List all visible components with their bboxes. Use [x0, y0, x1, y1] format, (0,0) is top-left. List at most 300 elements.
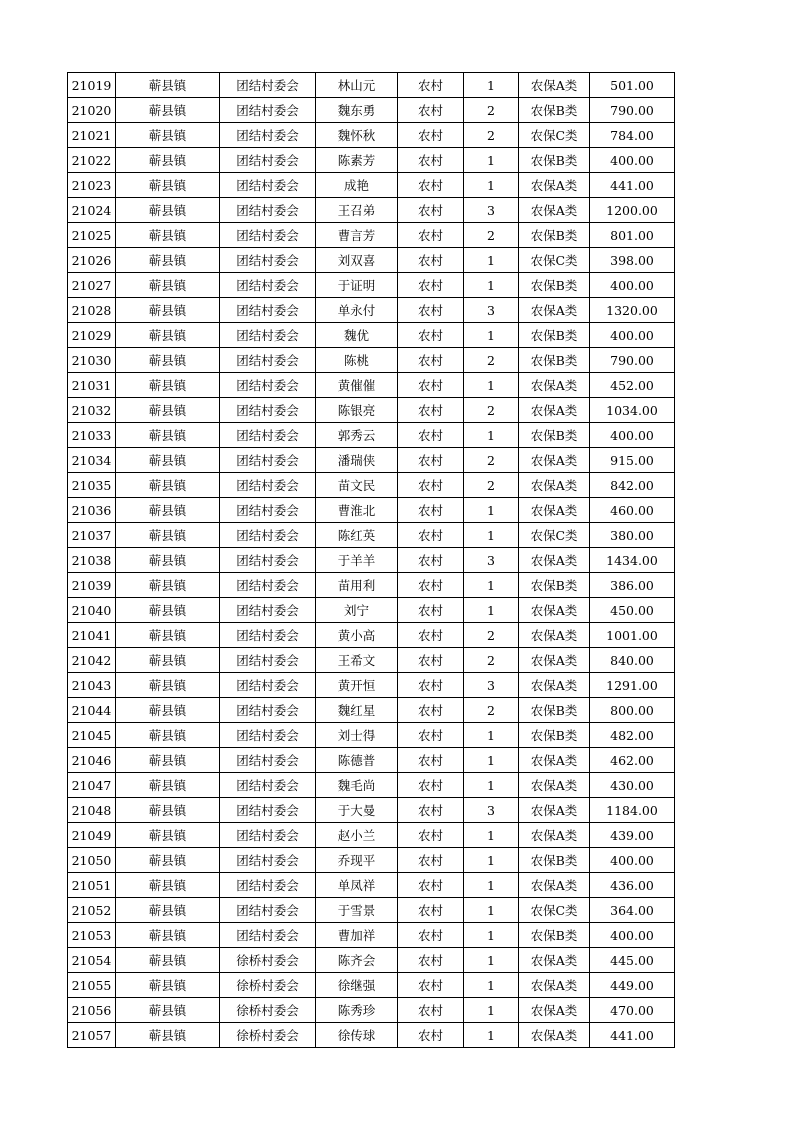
cell-amount: 436.00 — [590, 873, 675, 898]
cell-committee: 团结村委会 — [220, 148, 316, 173]
cell-amount: 482.00 — [590, 723, 675, 748]
cell-category: 农保A类 — [519, 73, 590, 98]
cell-committee: 团结村委会 — [220, 423, 316, 448]
cell-id: 21023 — [68, 173, 116, 198]
cell-area: 农村 — [398, 198, 464, 223]
cell-committee: 团结村委会 — [220, 498, 316, 523]
cell-area: 农村 — [398, 273, 464, 298]
cell-area: 农村 — [398, 148, 464, 173]
table-row — [68, 773, 675, 798]
cell-count: 1 — [464, 823, 519, 848]
cell-amount: 784.00 — [590, 123, 675, 148]
cell-name: 刘宁 — [316, 598, 398, 623]
cell-name: 于证明 — [316, 273, 398, 298]
cell-category: 农保A类 — [519, 748, 590, 773]
cell-count: 2 — [464, 473, 519, 498]
cell-amount: 364.00 — [590, 898, 675, 923]
cell-area: 农村 — [398, 798, 464, 823]
cell-committee: 团结村委会 — [220, 573, 316, 598]
cell-town: 蕲县镇 — [116, 1023, 220, 1048]
cell-count: 1 — [464, 273, 519, 298]
cell-town: 蕲县镇 — [116, 73, 220, 98]
cell-count: 2 — [464, 398, 519, 423]
cell-count: 1 — [464, 773, 519, 798]
cell-name: 黄开恒 — [316, 673, 398, 698]
table-row — [68, 973, 675, 998]
table-row — [68, 148, 675, 173]
cell-name: 单凤祥 — [316, 873, 398, 898]
cell-category: 农保A类 — [519, 948, 590, 973]
cell-category: 农保A类 — [519, 173, 590, 198]
cell-town: 蕲县镇 — [116, 373, 220, 398]
cell-town: 蕲县镇 — [116, 823, 220, 848]
cell-category: 农保A类 — [519, 623, 590, 648]
cell-town: 蕲县镇 — [116, 598, 220, 623]
cell-count: 2 — [464, 698, 519, 723]
table-row — [68, 898, 675, 923]
cell-area: 农村 — [398, 423, 464, 448]
cell-id: 21055 — [68, 973, 116, 998]
cell-amount: 915.00 — [590, 448, 675, 473]
cell-count: 1 — [464, 73, 519, 98]
table-row — [68, 698, 675, 723]
cell-area: 农村 — [398, 223, 464, 248]
cell-committee: 团结村委会 — [220, 773, 316, 798]
cell-amount: 400.00 — [590, 273, 675, 298]
cell-town: 蕲县镇 — [116, 323, 220, 348]
cell-area: 农村 — [398, 773, 464, 798]
cell-area: 农村 — [398, 523, 464, 548]
cell-area: 农村 — [398, 248, 464, 273]
cell-area: 农村 — [398, 998, 464, 1023]
cell-category: 农保A类 — [519, 673, 590, 698]
cell-town: 蕲县镇 — [116, 548, 220, 573]
table-row — [68, 573, 675, 598]
cell-amount: 445.00 — [590, 948, 675, 973]
table-row — [68, 748, 675, 773]
cell-amount: 1434.00 — [590, 548, 675, 573]
cell-id: 21042 — [68, 648, 116, 673]
cell-category: 农保A类 — [519, 598, 590, 623]
cell-name: 陈德普 — [316, 748, 398, 773]
cell-committee: 团结村委会 — [220, 373, 316, 398]
cell-area: 农村 — [398, 398, 464, 423]
cell-committee: 团结村委会 — [220, 873, 316, 898]
cell-id: 21045 — [68, 723, 116, 748]
cell-name: 郭秀云 — [316, 423, 398, 448]
cell-name: 陈秀珍 — [316, 998, 398, 1023]
cell-category: 农保A类 — [519, 373, 590, 398]
cell-category: 农保B类 — [519, 273, 590, 298]
cell-id: 21029 — [68, 323, 116, 348]
cell-count: 2 — [464, 123, 519, 148]
cell-category: 农保C类 — [519, 123, 590, 148]
cell-town: 蕲县镇 — [116, 498, 220, 523]
cell-count: 1 — [464, 373, 519, 398]
cell-town: 蕲县镇 — [116, 173, 220, 198]
cell-name: 苗文民 — [316, 473, 398, 498]
cell-count: 1 — [464, 923, 519, 948]
cell-committee: 团结村委会 — [220, 273, 316, 298]
cell-town: 蕲县镇 — [116, 873, 220, 898]
cell-id: 21052 — [68, 898, 116, 923]
cell-category: 农保A类 — [519, 798, 590, 823]
cell-id: 21044 — [68, 698, 116, 723]
cell-count: 1 — [464, 323, 519, 348]
cell-category: 农保B类 — [519, 573, 590, 598]
cell-amount: 441.00 — [590, 173, 675, 198]
cell-town: 蕲县镇 — [116, 248, 220, 273]
cell-id: 21033 — [68, 423, 116, 448]
cell-name: 于大曼 — [316, 798, 398, 823]
cell-area: 农村 — [398, 448, 464, 473]
cell-name: 魏毛尚 — [316, 773, 398, 798]
cell-amount: 398.00 — [590, 248, 675, 273]
cell-committee: 团结村委会 — [220, 398, 316, 423]
cell-town: 蕲县镇 — [116, 898, 220, 923]
table-row — [68, 448, 675, 473]
cell-town: 蕲县镇 — [116, 198, 220, 223]
cell-count: 2 — [464, 648, 519, 673]
cell-area: 农村 — [398, 823, 464, 848]
cell-town: 蕲县镇 — [116, 773, 220, 798]
cell-town: 蕲县镇 — [116, 348, 220, 373]
cell-committee: 团结村委会 — [220, 798, 316, 823]
table-row — [68, 873, 675, 898]
cell-name: 陈红英 — [316, 523, 398, 548]
cell-count: 1 — [464, 973, 519, 998]
cell-category: 农保A类 — [519, 973, 590, 998]
cell-id: 21039 — [68, 573, 116, 598]
cell-count: 2 — [464, 98, 519, 123]
cell-name: 徐传球 — [316, 1023, 398, 1048]
table-row — [68, 923, 675, 948]
cell-town: 蕲县镇 — [116, 448, 220, 473]
cell-category: 农保A类 — [519, 473, 590, 498]
table-row — [68, 998, 675, 1023]
cell-area: 农村 — [398, 673, 464, 698]
cell-town: 蕲县镇 — [116, 923, 220, 948]
cell-name: 魏优 — [316, 323, 398, 348]
cell-committee: 团结村委会 — [220, 548, 316, 573]
cell-amount: 441.00 — [590, 1023, 675, 1048]
cell-amount: 1200.00 — [590, 198, 675, 223]
cell-name: 刘士得 — [316, 723, 398, 748]
cell-town: 蕲县镇 — [116, 573, 220, 598]
table-row — [68, 123, 675, 148]
cell-name: 王希文 — [316, 648, 398, 673]
cell-id: 21043 — [68, 673, 116, 698]
table-row — [68, 223, 675, 248]
cell-area: 农村 — [398, 298, 464, 323]
cell-town: 蕲县镇 — [116, 98, 220, 123]
cell-committee: 团结村委会 — [220, 723, 316, 748]
cell-amount: 1001.00 — [590, 623, 675, 648]
cell-category: 农保B类 — [519, 848, 590, 873]
cell-area: 农村 — [398, 473, 464, 498]
cell-category: 农保A类 — [519, 198, 590, 223]
cell-amount: 400.00 — [590, 848, 675, 873]
table-row — [68, 273, 675, 298]
cell-area: 农村 — [398, 98, 464, 123]
cell-category: 农保B类 — [519, 423, 590, 448]
cell-committee: 团结村委会 — [220, 848, 316, 873]
cell-committee: 徐桥村委会 — [220, 998, 316, 1023]
cell-id: 21049 — [68, 823, 116, 848]
cell-amount: 501.00 — [590, 73, 675, 98]
cell-amount: 1291.00 — [590, 673, 675, 698]
cell-name: 曹言芳 — [316, 223, 398, 248]
cell-category: 农保B类 — [519, 98, 590, 123]
cell-amount: 400.00 — [590, 923, 675, 948]
cell-committee: 团结村委会 — [220, 623, 316, 648]
table-row — [68, 173, 675, 198]
cell-name: 曹加祥 — [316, 923, 398, 948]
table-row — [68, 73, 675, 98]
cell-committee: 团结村委会 — [220, 123, 316, 148]
cell-id: 21048 — [68, 798, 116, 823]
cell-count: 1 — [464, 248, 519, 273]
cell-count: 3 — [464, 673, 519, 698]
cell-amount: 800.00 — [590, 698, 675, 723]
cell-id: 21038 — [68, 548, 116, 573]
cell-amount: 450.00 — [590, 598, 675, 623]
cell-committee: 团结村委会 — [220, 748, 316, 773]
table-row — [68, 948, 675, 973]
cell-amount: 1320.00 — [590, 298, 675, 323]
cell-amount: 400.00 — [590, 423, 675, 448]
cell-amount: 842.00 — [590, 473, 675, 498]
cell-committee: 团结村委会 — [220, 523, 316, 548]
cell-count: 3 — [464, 198, 519, 223]
cell-committee: 团结村委会 — [220, 198, 316, 223]
cell-committee: 徐桥村委会 — [220, 973, 316, 998]
cell-id: 21046 — [68, 748, 116, 773]
cell-town: 蕲县镇 — [116, 423, 220, 448]
table-row — [68, 673, 675, 698]
cell-amount: 1034.00 — [590, 398, 675, 423]
cell-id: 21054 — [68, 948, 116, 973]
cell-committee: 徐桥村委会 — [220, 948, 316, 973]
cell-name: 曹淮北 — [316, 498, 398, 523]
cell-id: 21057 — [68, 1023, 116, 1048]
cell-id: 21036 — [68, 498, 116, 523]
cell-name: 黄催催 — [316, 373, 398, 398]
cell-count: 3 — [464, 298, 519, 323]
cell-count: 2 — [464, 623, 519, 648]
cell-count: 1 — [464, 148, 519, 173]
table-row — [68, 823, 675, 848]
cell-town: 蕲县镇 — [116, 998, 220, 1023]
cell-count: 1 — [464, 748, 519, 773]
cell-town: 蕲县镇 — [116, 398, 220, 423]
cell-town: 蕲县镇 — [116, 148, 220, 173]
cell-committee: 团结村委会 — [220, 898, 316, 923]
cell-id: 21053 — [68, 923, 116, 948]
cell-id: 21056 — [68, 998, 116, 1023]
table-row — [68, 473, 675, 498]
cell-category: 农保B类 — [519, 698, 590, 723]
cell-town: 蕲县镇 — [116, 748, 220, 773]
table-row — [68, 373, 675, 398]
cell-category: 农保A类 — [519, 648, 590, 673]
cell-town: 蕲县镇 — [116, 848, 220, 873]
cell-id: 21037 — [68, 523, 116, 548]
cell-category: 农保A类 — [519, 448, 590, 473]
cell-area: 农村 — [398, 698, 464, 723]
cell-town: 蕲县镇 — [116, 723, 220, 748]
cell-category: 农保B类 — [519, 323, 590, 348]
cell-category: 农保B类 — [519, 348, 590, 373]
cell-area: 农村 — [398, 948, 464, 973]
cell-amount: 400.00 — [590, 323, 675, 348]
cell-count: 1 — [464, 848, 519, 873]
cell-committee: 团结村委会 — [220, 823, 316, 848]
cell-category: 农保A类 — [519, 548, 590, 573]
cell-committee: 团结村委会 — [220, 673, 316, 698]
cell-area: 农村 — [398, 348, 464, 373]
table-row — [68, 398, 675, 423]
cell-committee: 团结村委会 — [220, 173, 316, 198]
cell-name: 单永付 — [316, 298, 398, 323]
cell-count: 2 — [464, 448, 519, 473]
table-row — [68, 298, 675, 323]
cell-amount: 470.00 — [590, 998, 675, 1023]
cell-town: 蕲县镇 — [116, 523, 220, 548]
cell-count: 1 — [464, 723, 519, 748]
cell-area: 农村 — [398, 973, 464, 998]
cell-category: 农保A类 — [519, 1023, 590, 1048]
cell-count: 1 — [464, 423, 519, 448]
cell-name: 苗用利 — [316, 573, 398, 598]
cell-count: 1 — [464, 173, 519, 198]
table-row — [68, 598, 675, 623]
cell-town: 蕲县镇 — [116, 123, 220, 148]
cell-area: 农村 — [398, 498, 464, 523]
cell-amount: 452.00 — [590, 373, 675, 398]
cell-area: 农村 — [398, 373, 464, 398]
table-row — [68, 523, 675, 548]
cell-count: 1 — [464, 898, 519, 923]
cell-area: 农村 — [398, 723, 464, 748]
data-table — [67, 72, 675, 1048]
cell-amount: 386.00 — [590, 573, 675, 598]
cell-amount: 801.00 — [590, 223, 675, 248]
cell-category: 农保B类 — [519, 923, 590, 948]
cell-area: 农村 — [398, 73, 464, 98]
cell-id: 21026 — [68, 248, 116, 273]
cell-category: 农保A类 — [519, 498, 590, 523]
cell-area: 农村 — [398, 848, 464, 873]
cell-name: 于羊羊 — [316, 548, 398, 573]
cell-name: 陈银亮 — [316, 398, 398, 423]
cell-id: 21050 — [68, 848, 116, 873]
cell-committee: 团结村委会 — [220, 98, 316, 123]
table-row — [68, 723, 675, 748]
cell-committee: 团结村委会 — [220, 448, 316, 473]
cell-area: 农村 — [398, 898, 464, 923]
cell-town: 蕲县镇 — [116, 273, 220, 298]
cell-town: 蕲县镇 — [116, 798, 220, 823]
cell-name: 陈素芳 — [316, 148, 398, 173]
cell-area: 农村 — [398, 173, 464, 198]
cell-id: 21035 — [68, 473, 116, 498]
cell-town: 蕲县镇 — [116, 623, 220, 648]
table-row — [68, 198, 675, 223]
table-row — [68, 498, 675, 523]
table-row — [68, 848, 675, 873]
cell-committee: 团结村委会 — [220, 698, 316, 723]
cell-name: 魏怀秋 — [316, 123, 398, 148]
cell-amount: 439.00 — [590, 823, 675, 848]
cell-id: 21047 — [68, 773, 116, 798]
cell-name: 陈桃 — [316, 348, 398, 373]
cell-name: 于雪景 — [316, 898, 398, 923]
cell-town: 蕲县镇 — [116, 223, 220, 248]
cell-area: 农村 — [398, 923, 464, 948]
cell-area: 农村 — [398, 573, 464, 598]
cell-committee: 徐桥村委会 — [220, 1023, 316, 1048]
cell-id: 21024 — [68, 198, 116, 223]
cell-category: 农保A类 — [519, 398, 590, 423]
cell-area: 农村 — [398, 598, 464, 623]
cell-area: 农村 — [398, 323, 464, 348]
cell-count: 3 — [464, 548, 519, 573]
cell-id: 21051 — [68, 873, 116, 898]
cell-category: 农保B类 — [519, 223, 590, 248]
cell-town: 蕲县镇 — [116, 973, 220, 998]
cell-count: 1 — [464, 1023, 519, 1048]
cell-count: 1 — [464, 998, 519, 1023]
cell-id: 21025 — [68, 223, 116, 248]
cell-name: 成艳 — [316, 173, 398, 198]
cell-count: 2 — [464, 348, 519, 373]
cell-id: 21030 — [68, 348, 116, 373]
cell-name: 赵小兰 — [316, 823, 398, 848]
table-row — [68, 548, 675, 573]
cell-name: 乔现平 — [316, 848, 398, 873]
table-row — [68, 248, 675, 273]
cell-id: 21021 — [68, 123, 116, 148]
cell-category: 农保C类 — [519, 523, 590, 548]
cell-count: 2 — [464, 223, 519, 248]
cell-id: 21031 — [68, 373, 116, 398]
cell-area: 农村 — [398, 548, 464, 573]
cell-committee: 团结村委会 — [220, 648, 316, 673]
cell-count: 1 — [464, 498, 519, 523]
cell-name: 魏红星 — [316, 698, 398, 723]
cell-area: 农村 — [398, 873, 464, 898]
cell-id: 21020 — [68, 98, 116, 123]
cell-category: 农保C类 — [519, 248, 590, 273]
cell-area: 农村 — [398, 648, 464, 673]
cell-name: 刘双喜 — [316, 248, 398, 273]
cell-committee: 团结村委会 — [220, 323, 316, 348]
cell-name: 王召弟 — [316, 198, 398, 223]
cell-town: 蕲县镇 — [116, 298, 220, 323]
cell-town: 蕲县镇 — [116, 673, 220, 698]
cell-area: 农村 — [398, 623, 464, 648]
cell-count: 1 — [464, 573, 519, 598]
cell-id: 21028 — [68, 298, 116, 323]
cell-id: 21040 — [68, 598, 116, 623]
cell-category: 农保C类 — [519, 898, 590, 923]
cell-count: 1 — [464, 523, 519, 548]
cell-amount: 790.00 — [590, 98, 675, 123]
cell-name: 黄小高 — [316, 623, 398, 648]
cell-town: 蕲县镇 — [116, 698, 220, 723]
cell-id: 21041 — [68, 623, 116, 648]
